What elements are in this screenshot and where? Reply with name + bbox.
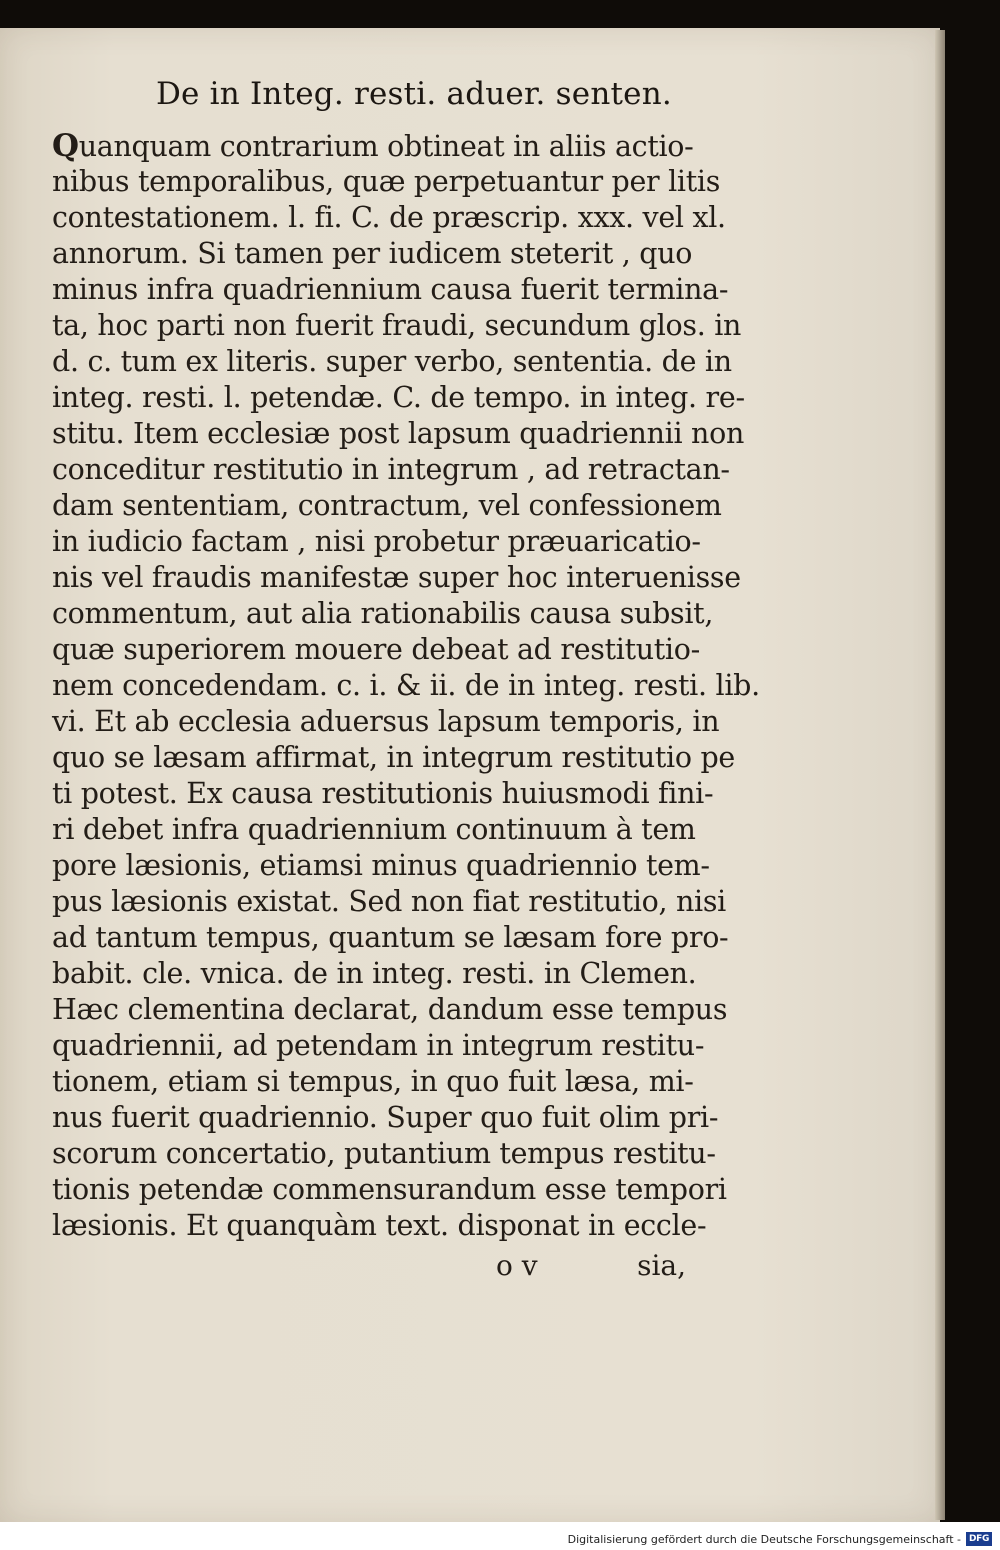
text-line: pus læsionis existat. Sed non fiat restitutio, nisi: [52, 885, 726, 918]
text-line: minus infra quadriennium causa fuerit termina-: [52, 273, 729, 306]
text-line: vi. Et ab ecclesia aduersus lapsum temporis, in: [52, 705, 720, 738]
text-line: conceditur restitutio in integrum , ad retractan-: [52, 453, 730, 486]
dfg-credit-text: Digitalisierung gefördert durch die Deutsche Forschungsgemeinschaft -: [567, 1532, 961, 1546]
body-text: [52, 128, 760, 1244]
text-line: ti potest. Ex causa restitutionis huiusmodi fini-: [52, 777, 714, 810]
text-line: tionem, etiam si tempus, in quo fuit læsa, mi-: [52, 1065, 694, 1098]
text-line: integ. resti. l. petendæ. C. de tempo. in integ. re-: [52, 381, 745, 414]
page-edge: [935, 30, 945, 1520]
initial-letter: Q: [52, 128, 79, 164]
text-line: nem concedendam. c. i. & ii. de in integ. resti. lib.: [52, 669, 760, 702]
signature-mark: o v: [496, 1249, 538, 1282]
text-line: pore læsionis, etiamsi minus quadriennio tem-: [52, 849, 710, 882]
catch-line: [496, 1248, 686, 1284]
text-line: stitu. Item ecclesiæ post lapsum quadriennii non: [52, 417, 745, 450]
text-line: nus fuerit quadriennio. Super quo fuit olim pri-: [52, 1101, 719, 1134]
text-line: quadriennii, ad petendam in integrum restitu-: [52, 1029, 705, 1062]
text-line: quæ superiorem mouere debeat ad restitutio-: [52, 633, 700, 666]
text-line: d. c. tum ex literis. super verbo, sententia. de in: [52, 345, 732, 378]
text-line: Hæc clementina declarat, dandum esse tempus: [52, 993, 728, 1026]
text-line: scorum concertatio, putantium tempus restitu-: [52, 1137, 716, 1170]
dfg-credit: [568, 1531, 992, 1547]
text-line: nibus temporalibus, quæ perpetuantur per litis: [52, 165, 721, 198]
text-line: ta, hoc parti non fuerit fraudi, secundum glos. in: [52, 309, 742, 342]
dfg-logo-icon: DFG: [966, 1532, 992, 1546]
text-line: babit. cle. vnica. de in integ. resti. in Clemen.: [52, 957, 697, 990]
text-line: in iudicio factam , nisi probetur præuaricatio-: [52, 525, 701, 558]
text-line: commentum, aut alia rationabilis causa subsit,: [52, 597, 714, 630]
text-line: contestationem. l. fi. C. de præscrip. xxx. vel xl.: [52, 201, 726, 234]
catchword: sia,: [637, 1249, 686, 1282]
text-line: quo se læsam affirmat, in integrum restitutio pe: [52, 741, 736, 774]
text-line: dam sententiam, contractum, vel confessionem: [52, 489, 722, 522]
text-line-rest: uanquam contrarium obtineat in aliis actio-: [78, 130, 694, 163]
text-line: læsionis. Et quanquàm text. disponat in eccle-: [52, 1209, 707, 1242]
text-line: nis vel fraudis manifestæ super hoc interuenisse: [52, 561, 741, 594]
text-line: [52, 128, 692, 164]
running-head: De in Integ. resti. aduer. senten.: [156, 76, 672, 112]
text-line: tionis petendæ commensurandum esse tempori: [52, 1173, 727, 1206]
text-line: annorum. Si tamen per iudicem steterit , quo: [52, 237, 693, 270]
text-line: ad tantum tempus, quantum se læsam fore pro-: [52, 921, 729, 954]
text-line: ri debet infra quadriennium continuum à tem: [52, 813, 696, 846]
